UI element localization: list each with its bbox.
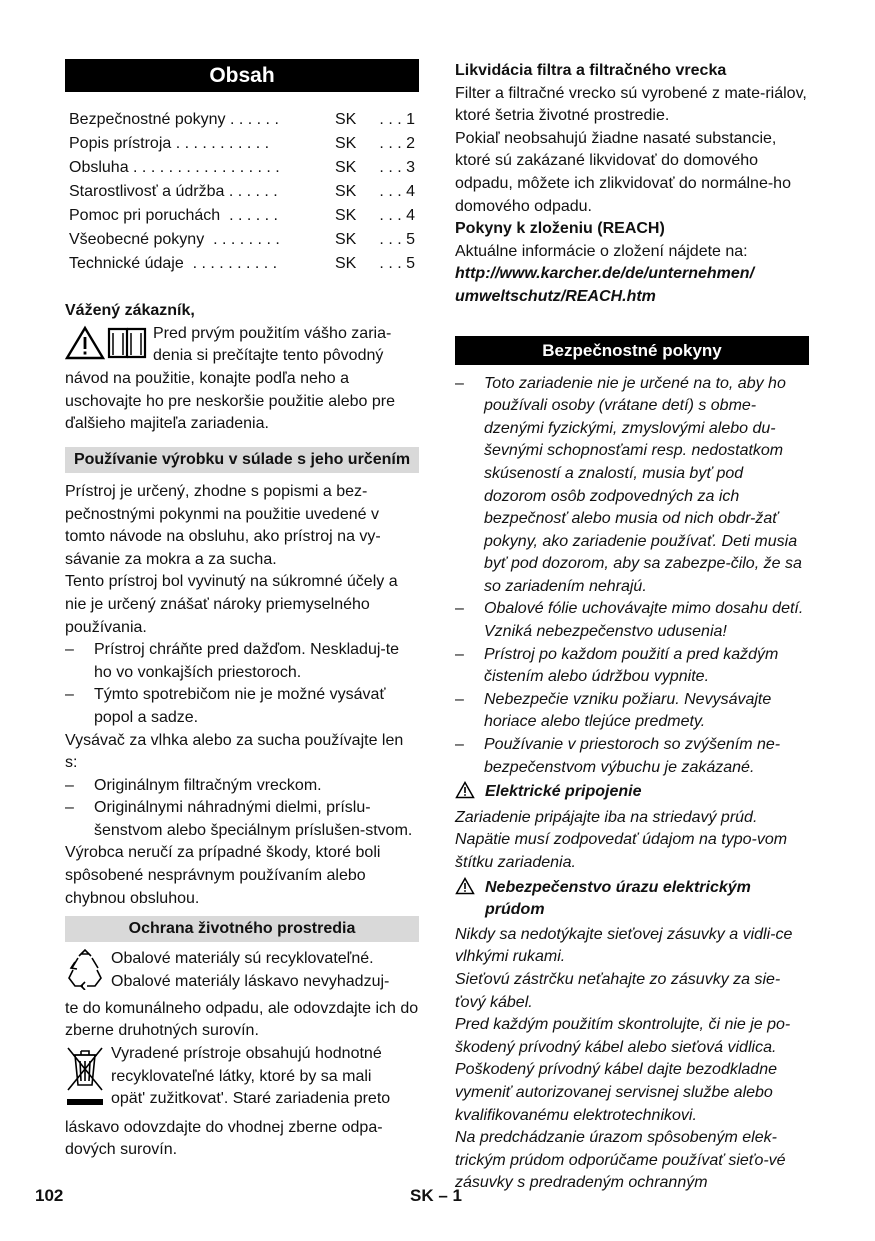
- list-item-text: Toto zariadenie nie je určené na to, aby ho používali osoby (vrátane detí) s obme-dzenými fyzickými, zmyslovými alebo du-ševnými schopnosťami resp. nedostatkom skúseností a znalostí, musia byť pod dozorom osôb zodpovedných za ich bezpečnosť alebo musia od nich obdr-žať pokyny, ako zariadenie používať. Deti musia byť pod dozorom, aby sa zabezpe-čilo, že sa so zariadením nehrajú.: [484, 374, 802, 595]
- warning-triangle-icon: [455, 877, 485, 922]
- right-column: [455, 59, 809, 1195]
- recycle-icon-box: [65, 948, 111, 998]
- use-paragraph-3: Vysávač za vlhka alebo za sucha používajte len s:: [65, 731, 404, 772]
- warning-manual-icons: [65, 325, 149, 361]
- filter-heading: Likvidácia filtra a filtračného vrecka: [455, 62, 727, 79]
- shock-heading: Nebezpečenstvo úrazu elektrickým prúdom: [485, 878, 751, 919]
- section-page-label: SK – 1: [410, 1186, 462, 1205]
- use-paragraph-4: Výrobca neručí za prípadné škody, ktoré boli spôsobené nesprávnym používaním alebo chybnou obsluhou.: [65, 844, 381, 907]
- toc-entry-title: Pomoc pri poruchách . . . . . .: [69, 207, 278, 224]
- toc-entry-lang: SK: [335, 255, 357, 272]
- toc-entry-page: . . . 4: [379, 183, 415, 200]
- intro-block: [65, 323, 419, 369]
- toc-entry-title: Obsluha . . . . . . . . . . . . . . . . .: [69, 159, 280, 176]
- safety-heading: Bezpečnostné pokyny: [455, 336, 809, 365]
- disposal-line-2: recyklovateľné látky, ktoré by sa mali: [111, 1067, 372, 1085]
- left-column: [65, 59, 419, 1162]
- toc-entry-lang: SK: [335, 159, 357, 176]
- list-item-text: Prístroj chráňte pred dažďom. Neskladuj-te ho vo vonkajších priestoroch.: [94, 641, 400, 681]
- list-item: – Originálnymi náhradnými dielmi, príslu-šenstvom alebo špeciálnym príslušen-stvom.: [65, 797, 419, 842]
- manual-book-icon: [109, 329, 145, 357]
- list-item: – Nebezpečie vzniku požiaru. Nevysávajte horiace alebo tlejúce predmety.: [455, 689, 809, 734]
- reach-paragraph: Aktuálne informácie o zložení nájdete na:: [455, 242, 748, 260]
- list-item: – Prístroj po každom použití a pred každým čistením alebo údržbou vypnite.: [455, 644, 809, 689]
- electrical-paragraph: Zariadenie pripájajte iba na striedavý prúd. Napätie musí zodpovedať údajom na typo-vom štítku zariadenia.: [455, 808, 788, 871]
- list-item: – Toto zariadenie nie je určené na to, aby ho používali osoby (vrátane detí) s obme-dzenými fyzickými, zmyslovými alebo du-ševnými schopnosťami resp. nedostatkom skúseností a znalostí, musia byť pod dozorom osôb zodpovedných za ich bezpečnosť alebo musia od nich obdr-žať pokyny, ako zariadenie používať. Deti musia byť pod dozorom, aby sa zabezpe-čilo, že sa so zariadením nehrajú.: [455, 373, 809, 599]
- environment-heading: Ochrana životného prostredia: [65, 916, 419, 942]
- list-item-text: Týmto spotrebičom nie je možné vysávať popol a sadze.: [94, 686, 386, 726]
- electrical-heading-row: [455, 781, 809, 807]
- toc-row[interactable]: [69, 132, 419, 156]
- shock-paragraph-1: Nikdy sa nedotýkajte sieťovej zásuvky a vidli-ce vlhkými rukami.: [455, 925, 793, 966]
- toc-entry-lang: SK: [335, 135, 357, 152]
- use-paragraph-2: Tento prístroj bol vyvinutý na súkromné účely a nie je určený znášať nároky priemyselného používania.: [65, 573, 398, 636]
- recycle-icon: [65, 948, 105, 990]
- list-item-text: Originálnym filtračným vreckom.: [94, 776, 322, 794]
- list-item-text: Používanie v priestoroch so zvýšením ne-bezpečenstvom výbuchu je zakázané.: [484, 736, 781, 776]
- toc-row[interactable]: [69, 204, 419, 228]
- reach-url-line-2[interactable]: umweltschutz/REACH.htm: [455, 287, 656, 305]
- toc-entry-page: . . . 5: [379, 231, 415, 248]
- reach-url-line-1[interactable]: http://www.karcher.de/de/unternehmen/: [455, 265, 755, 283]
- toc-row[interactable]: [69, 228, 419, 252]
- toc-entry-title: Všeobecné pokyny . . . . . . . .: [69, 231, 280, 248]
- page-number: 102: [35, 1186, 64, 1205]
- use-paragraph-1: Prístroj je určený, zhodne s popismi a bez-pečnostnými pokynmi na použitie uvedené v tomto návode na obsluhu, ako prístroj na vy-sávanie za mokra a za sucha.: [65, 482, 381, 568]
- shock-paragraph-2: Sieťovú zástrčku neťahajte zo zásuvky za sie-ťový kábel.: [455, 970, 781, 1011]
- toc-entry-title: Starostlivosť a údržba . . . . . .: [69, 183, 278, 200]
- filter-paragraph-2: Pokiaľ neobsahujú žiadne nasaté substancie, ktoré sú zakázané likvidovať do domového odpadu, môžete ich zlikvidovať do normálne-ho domového odpadu.: [455, 129, 791, 215]
- list-item: – Týmto spotrebičom nie je možné vysávať popol a sadze.: [65, 684, 419, 729]
- toc-row[interactable]: [69, 180, 419, 204]
- toc-entry-page: . . . 5: [379, 255, 415, 272]
- intro-icons: [65, 323, 153, 369]
- list-item: – Obalové fólie uchovávajte mimo dosahu detí. Vzniká nebezpečenstvo udusenia!: [455, 598, 809, 643]
- toc-row[interactable]: [69, 252, 419, 276]
- electrical-heading: Elektrické pripojenie: [485, 783, 642, 801]
- toc-entry-page: . . . 2: [379, 135, 415, 152]
- toc-entry-title: Popis prístroja . . . . . . . . . . .: [69, 135, 270, 152]
- greeting: Vážený zákazník,: [65, 302, 195, 319]
- packaging-first-lines: [111, 948, 419, 998]
- list-item: – Používanie v priestoroch so zvýšením ne-bezpečenstvom výbuchu je zakázané.: [455, 734, 809, 779]
- intro-rest: návod na použitie, konajte podľa neho a uschovajte ho pre neskoršie použitie alebo pre ďalšieho majiteľa zariadenia.: [65, 370, 395, 433]
- use-heading: Používanie výrobku v súlade s jeho určením: [65, 447, 419, 473]
- warning-triangle-icon: [67, 328, 103, 358]
- list-item-text: Originálnymi náhradnými dielmi, príslu-šenstvom alebo špeciálnym príslušen-stvom.: [94, 799, 413, 839]
- toc-entry-page: . . . 4: [379, 207, 415, 224]
- list-item-text: Obalové fólie uchovávajte mimo dosahu detí. Vzniká nebezpečenstvo udusenia!: [484, 600, 804, 641]
- toc-entry-lang: SK: [335, 111, 357, 128]
- disposal-line-3: opät' zužitkovat'. Staré zariadenia preto: [111, 1090, 391, 1108]
- disposal-rest: láskavo odovzdajte do vhodnej zberne odpa-dových surovín.: [65, 1118, 383, 1159]
- toc-entry-lang: SK: [335, 183, 357, 200]
- packaging-line-2: Obalové materiály láskavo nevyhadzuj-: [111, 972, 390, 990]
- list-item-text: Nebezpečie vzniku požiaru. Nevysávajte horiace alebo tlejúce predmety.: [484, 690, 772, 731]
- toc-entry-page: . . . 3: [379, 159, 415, 176]
- packaging-line-1: Obalové materiály sú recyklovateľné.: [111, 950, 374, 968]
- packaging-rest: te do komunálneho odpadu, ale odovzdajte ich do zberne druhotných surovín.: [65, 999, 419, 1040]
- table-of-contents: [69, 108, 419, 276]
- toc-row[interactable]: [69, 108, 419, 132]
- intro-line-1: Pred prvým použitím vášho zaria-: [153, 324, 392, 342]
- shock-heading-row: [455, 877, 809, 922]
- filter-paragraph-1: Filter a filtračné vrecko sú vyrobené z mate-riálov, ktoré šetria životné prostredie.: [455, 84, 807, 125]
- crossed-bin-icon-box: [65, 1043, 111, 1117]
- toc-entry-page: . . . 1: [379, 111, 415, 128]
- toc-entry-lang: SK: [335, 207, 357, 224]
- list-item: – Originálnym filtračným vreckom.: [65, 775, 419, 798]
- toc-title: Obsah: [65, 59, 419, 92]
- shock-paragraph-4: Poškodený prívodný kábel dajte bezodkladne vymeniť autorizovanej servisnej službe alebo kvalifikovanému elektrotechnikovi.: [455, 1061, 777, 1124]
- toc-entry-title: Technické údaje . . . . . . . . . .: [69, 255, 278, 272]
- intro-first-lines: [153, 323, 419, 369]
- disposal-first-lines: [111, 1043, 419, 1117]
- packaging-block: [65, 948, 419, 998]
- toc-entry-title: Bezpečnostné pokyny . . . . . .: [69, 111, 279, 128]
- list-item-text: Prístroj po každom použití a pred každým čistením alebo údržbou vypnite.: [484, 645, 779, 686]
- list-item: – Prístroj chráňte pred dažďom. Neskladuj-te ho vo vonkajších priestoroch.: [65, 639, 419, 684]
- shock-paragraph-5: Na predchádzanie úrazom spôsobeným elek-trickým prúdom odporúčame používať sieťo-vé zásuvky s predradeným ochranným: [455, 1129, 786, 1192]
- warning-triangle-icon: [455, 781, 485, 807]
- safety-list: [455, 373, 809, 780]
- reach-heading: Pokyny k zloženiu (REACH): [455, 220, 665, 238]
- shock-paragraph-3: Pred každým použitím skontrolujte, či nie je po-škodený prívodný kábel alebo sieťová vidlica.: [455, 1016, 791, 1056]
- disposal-block: [65, 1043, 419, 1117]
- disposal-line-1: Vyradené prístroje obsahujú hodnotné: [111, 1045, 382, 1063]
- toc-row[interactable]: [69, 156, 419, 180]
- intro-line-2: denia si prečítajte tento pôvodný: [153, 347, 384, 365]
- toc-entry-lang: SK: [335, 231, 357, 248]
- crossed-bin-icon: [65, 1045, 105, 1109]
